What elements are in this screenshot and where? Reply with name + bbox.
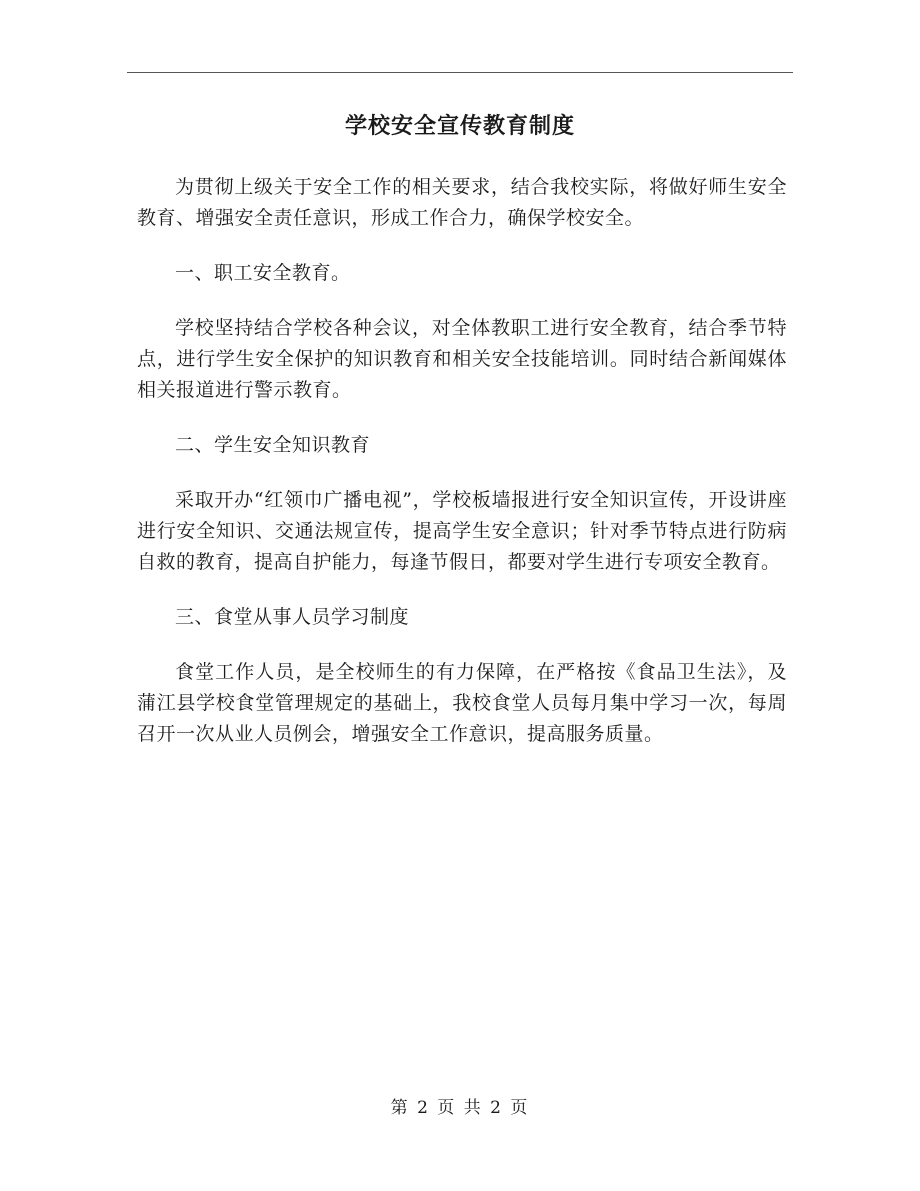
section-paragraph-2: 采取开办“红领巾广播电视”，学校板墙报进行安全知识宣传，开设讲座进行安全知识、交通法规宣传，提高学生安全意识；针对季节特点进行防病自救的教育，提高自护能力，每逢节假日，都要对学生进行专项安全教育。 <box>137 489 787 573</box>
section-heading-3: 三、食堂从事人员学习制度 <box>175 606 410 628</box>
intro-paragraph: 为贯彻上级关于安全工作的相关要求，结合我校实际，将做好师生安全教育、增强安全责任意识，形成工作合力，确保学校安全。 <box>137 176 787 229</box>
section-paragraph-1: 学校坚持结合学校各种会议，对全体教职工进行安全教育，结合季节特点，进行学生安全保护的知识教育和相关安全技能培训。同时结合新闻媒体相关报道进行警示教育。 <box>137 317 787 401</box>
section-heading-1: 一、职工安全教育。 <box>175 262 351 284</box>
section-paragraph-3: 食堂工作人员，是全校师生的有力保障，在严格按《食品卫生法》，及蒲江县学校食堂管理规定的基础上，我校食堂人员每月集中学习一次，每周召开一次从业人员例会，增强安全工作意识，提高服务质量。 <box>137 661 787 745</box>
section-heading-2: 二、学生安全知识教育 <box>175 434 371 456</box>
document-body <box>137 172 787 750</box>
header-rule <box>127 72 793 73</box>
document-title: 学校安全宣传教育制度 <box>344 113 575 139</box>
page-number: 第 2 页 共 2 页 <box>390 1098 530 1118</box>
